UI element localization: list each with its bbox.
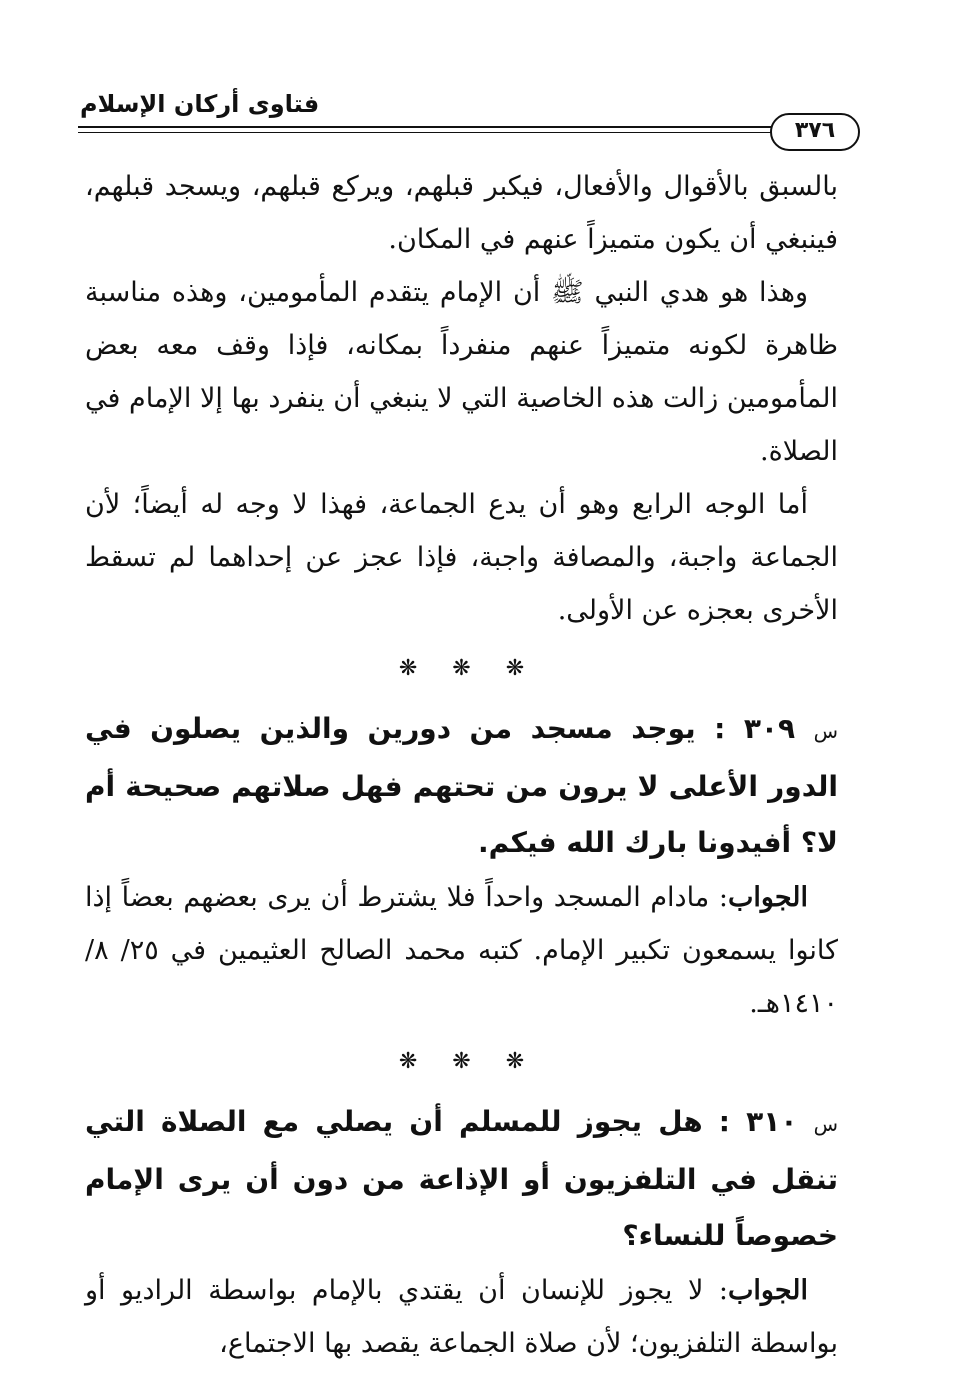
question-309 [85,701,838,871]
question-label: س [813,1112,838,1136]
answer-label: الجواب [727,1275,808,1306]
answer-label: الجواب [727,882,808,913]
page-content [85,160,838,1370]
answer-text: : لا يجوز للإنسان أن يقتدي بالإمام بواسطة الراديو أو بواسطة التلفزيون؛ لأن صلاة الجماعة يقصد بها الاجتماع، [85,1275,838,1359]
section-separator: ❋ ❋ ❋ [398,656,525,681]
paragraph-continuation: بالسبق بالأقوال والأفعال، فيكبر قبلهم، ويركع قبلهم، ويسجد قبلهم، فينبغي أن يكون متميزاً عنهم في المكان. [85,171,838,255]
answer-310 [85,1264,838,1370]
page-header [60,80,860,160]
answer-309 [85,871,838,1030]
section-separator: ❋ ❋ ❋ [398,1049,525,1074]
question-label: س [813,719,838,743]
page-number: ٣٧٦ [770,113,860,151]
question-text: : يوجد مسجد من دورين والذين يصلون في الدور الأعلى لا يرون من تحتهم فهل صلاتهم صحيحة أم لا؟ أفيدونا بارك الله فيكم. [85,712,838,859]
paragraph-fourth-aspect: أما الوجه الرابع وهو أن يدع الجماعة، فهذا لا وجه له أيضاً؛ لأن الجماعة واجبة، والمصافة واجبة، فإذا عجز عن إحداهما لم تسقط الأخرى بعجزه عن الأولى. [85,489,838,626]
paragraph-prophet-guidance: وهذا هو هدي النبي ﷺ أن الإمام يتقدم المأمومين، وهذه مناسبة ظاهرة لكونه متميزاً عنهم منفرداً بمكانه، فإذا وقف معه بعض المأمومين زالت هذه الخاصية التي لا ينبغي أن ينفرد بها إلا الإمام في الصلاة. [85,277,838,467]
header-rule [78,126,772,133]
question-text: : هل يجوز للمسلم أن يصلي مع الصلاة التي تنقل في التلفزيون أو الإذاعة من دون أن يرى الإمام خصوصاً للنساء؟ [85,1105,838,1252]
answer-text: : مادام المسجد واحداً فلا يشترط أن يرى بعضهم بعضاً إذا كانوا يسمعون تكبير الإمام. كتبه محمد الصالح العثيمين في ٢٥/ ٨/ ١٤١٠هـ. [85,882,838,1019]
question-number: ٣٠٩ [743,712,796,745]
question-310 [85,1094,838,1264]
book-title: فتاوى أركان الإسلام [80,90,320,118]
question-number: ٣١٠ [746,1105,798,1138]
